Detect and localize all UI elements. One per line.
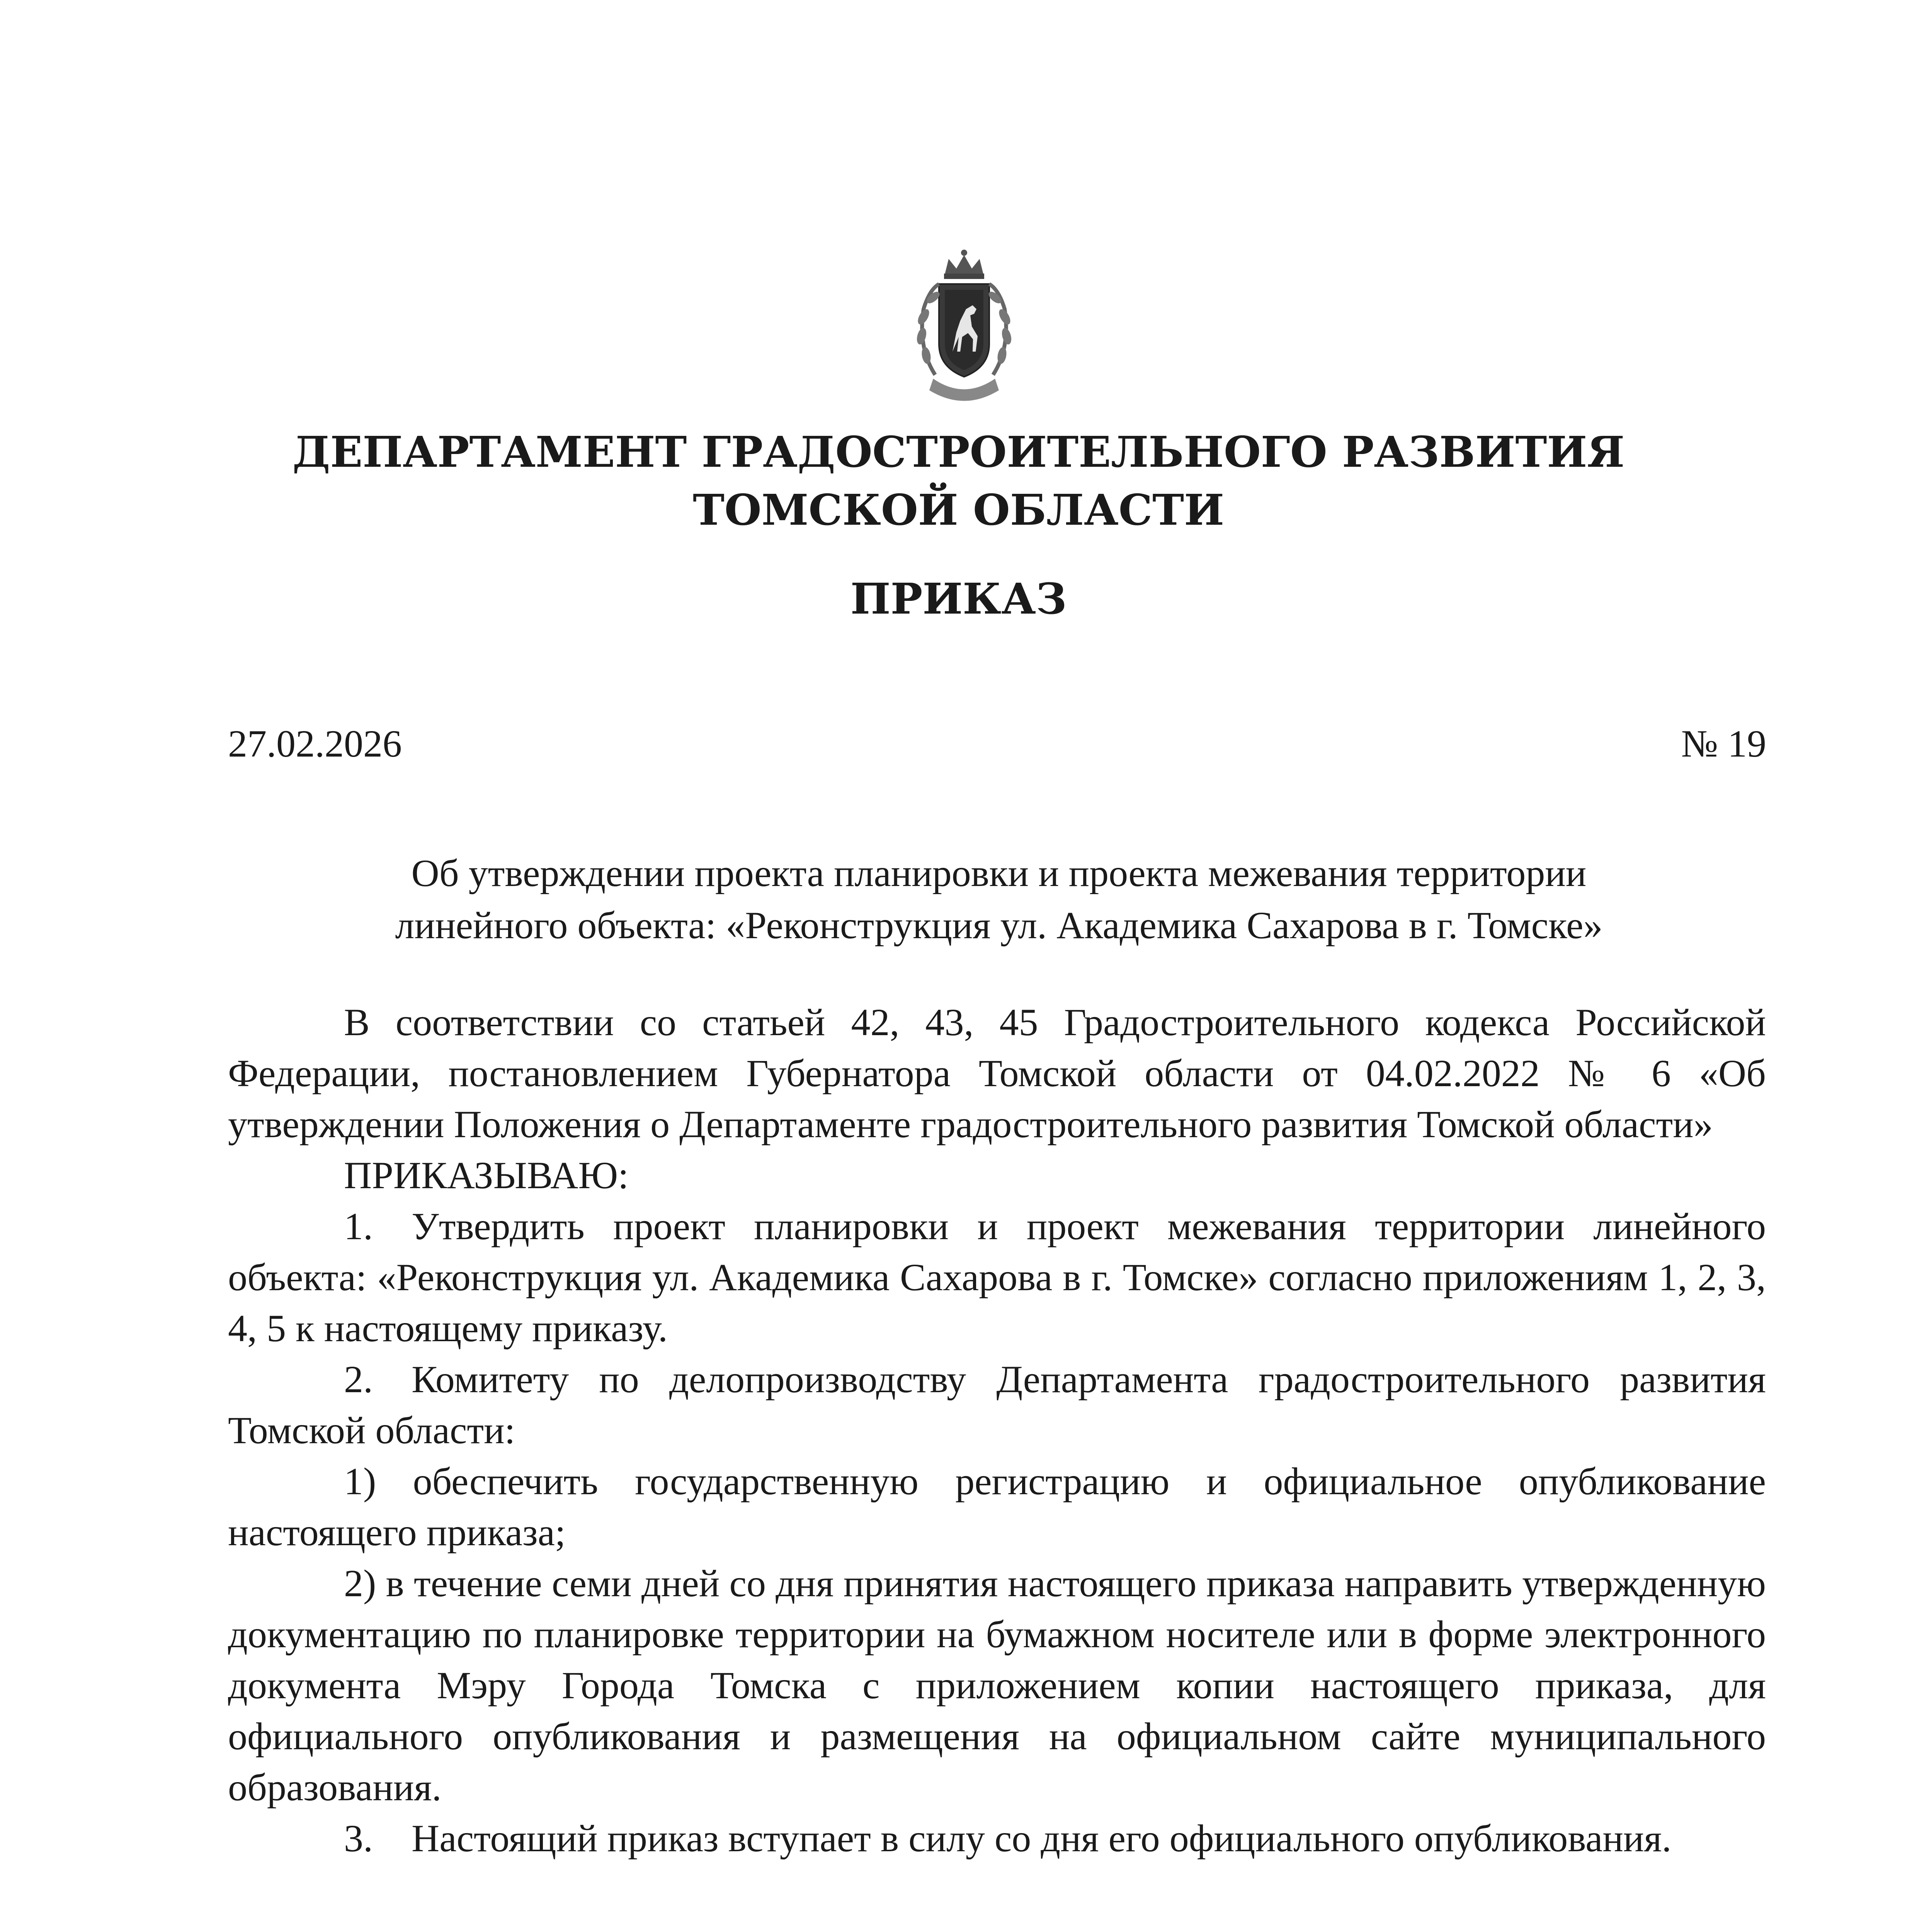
order-item-1: 1. Утвердить проект планировки и проект межевания территории линейного объекта: «Реконструкция ул. Академика Сахарова в г. Томске» согласно приложениям 1, 2, 3, 4, 5 к настоящему приказу. xyxy=(228,1205,1766,1350)
order-item-2: 2. Комитету по делопроизводству Департамента градостроительного развития Томской области: xyxy=(228,1358,1766,1452)
order-item-2-sub-1: 1) обеспечить государственную регистрацию и официальное опубликование настоящего приказа; xyxy=(228,1460,1766,1554)
order-body xyxy=(228,997,1766,1864)
document-type-title: ПРИКАЗ xyxy=(850,574,1067,624)
department-name-line2: ТОМСКОЙ ОБЛАСТИ xyxy=(692,485,1225,535)
preamble-paragraph: В соответствии со статьей 42, 43, 45 Градостроительного кодекса Российской Федерации, постановлением Губернатора Томской области от 04.02.2022 № 6 «Об утверждении Положения о Департаменте градостроительного развития Томской области» xyxy=(228,1001,1766,1146)
order-date: 27.02.2026 xyxy=(228,722,402,765)
order-subject-line1: Об утверждении проекта планировки и проекта межевания территории xyxy=(411,852,1587,895)
order-item-3: 3. Настоящий приказ вступает в силу со дня его официального опубликования. xyxy=(344,1817,1672,1860)
order-subject-line2: линейного объекта: «Реконструкция ул. Академика Сахарова в г. Томске» xyxy=(395,904,1603,947)
order-word: ПРИКАЗЫВАЮ: xyxy=(344,1154,629,1197)
department-name-line1: ДЕПАРТАМЕНТ ГРАДОСТРОИТЕЛЬНОГО РАЗВИТИЯ xyxy=(292,427,1625,477)
order-item-2-sub-2: 2) в течение семи дней со дня принятия настоящего приказа направить утвержденную документацию по планировке территории на бумажном носителе или в форме электронного документа Мэру Города Томска с приложением копии настоящего приказа, для официального опубликования и размещения на официальном сайте муниципального образования. xyxy=(228,1562,1766,1809)
order-number: № 19 xyxy=(1681,722,1766,765)
coat-of-arms-icon xyxy=(902,247,1026,417)
